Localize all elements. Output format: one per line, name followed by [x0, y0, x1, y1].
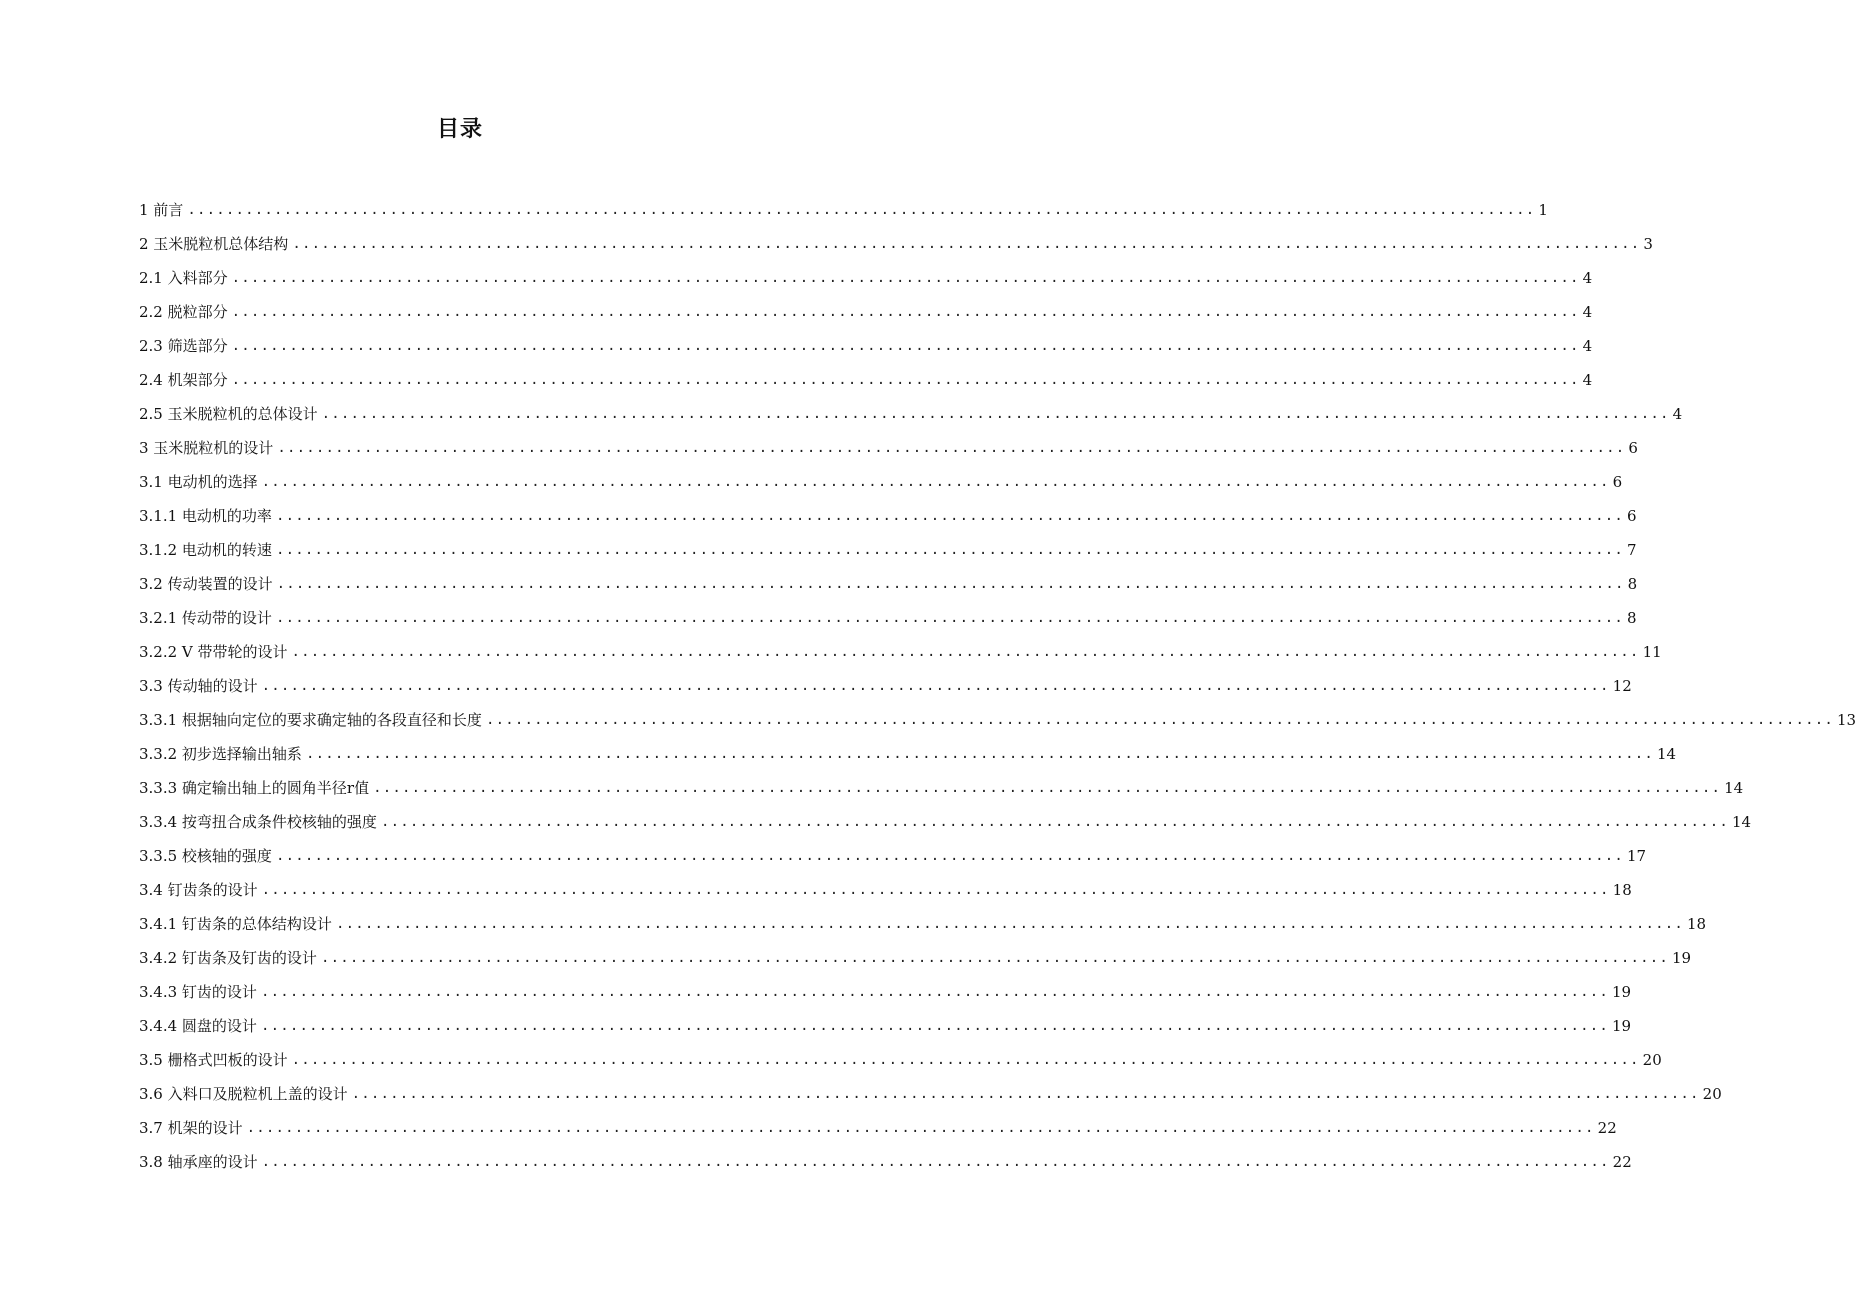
toc-dot-leader: ............................................................................................................................................ [305, 746, 1654, 762]
toc-entry-label: 3.4.2 钉齿条及钉齿的设计 [139, 949, 317, 967]
toc-entry-page-number: 6 [1612, 473, 1623, 491]
toc-entry-page-number: 4 [1582, 269, 1593, 287]
toc-dot-leader: ............................................................................................................................................ [275, 508, 1624, 524]
toc-entry[interactable] [139, 288, 1593, 322]
toc-entry-label: 3 玉米脱粒机的设计 [139, 439, 274, 457]
toc-dot-leader: ............................................................................................................................................ [261, 678, 1610, 694]
toc-dot-leader: ............................................................................................................................................ [373, 780, 1722, 796]
toc-entry-label: 3.3.4 按弯扭合成条件校核轴的强度 [139, 813, 377, 831]
toc-entry-page-number: 14 [1656, 745, 1677, 763]
toc-entry[interactable] [139, 1104, 1617, 1138]
toc-entry-label: 3.8 轴承座的设计 [139, 1153, 258, 1171]
toc-entry[interactable] [139, 900, 1707, 934]
toc-entry-page-number: 7 [1626, 541, 1637, 559]
toc-entry-label: 3.3.3 确定输出轴上的圆角半径r值 [139, 779, 370, 797]
toc-dot-leader: ............................................................................................................................................ [275, 610, 1624, 626]
toc-entry[interactable] [139, 594, 1637, 628]
toc-entry-page-number: 3 [1643, 235, 1653, 253]
toc-entry[interactable] [139, 832, 1647, 866]
toc-entry-label: 3.2.1 传动带的设计 [139, 609, 272, 627]
toc-dot-leader: ............................................................................................................................................ [275, 848, 1624, 864]
toc-dot-leader: ............................................................................................................................................ [261, 1154, 1610, 1170]
toc-dot-leader: ............................................................................................................................................ [321, 406, 1670, 422]
toc-entry-page-number: 8 [1626, 609, 1637, 627]
toc-entry-page-number: 18 [1612, 881, 1632, 899]
toc-dot-leader: ............................................................................................................................................ [275, 542, 1624, 558]
toc-entry[interactable] [139, 968, 1632, 1002]
toc-entry-page-number: 22 [1597, 1119, 1617, 1137]
toc-entry-page-number: 19 [1671, 949, 1692, 967]
toc-entry-label: 3.1 电动机的选择 [139, 473, 258, 491]
toc-entry-page-number: 20 [1702, 1085, 1722, 1103]
toc-entry[interactable] [139, 1070, 1722, 1104]
toc-entry[interactable] [139, 764, 1744, 798]
toc-entry[interactable] [139, 254, 1593, 288]
toc-entry-label: 3.4 钉齿条的设计 [139, 881, 258, 899]
toc-entry[interactable] [139, 492, 1637, 526]
toc-entry-page-number: 17 [1626, 847, 1647, 865]
toc-entry-label: 3.4.1 钉齿条的总体结构设计 [139, 915, 332, 933]
toc-entry[interactable] [139, 526, 1637, 560]
toc-entry[interactable] [139, 934, 1692, 968]
toc-entry-label: 3.2 传动装置的设计 [139, 575, 273, 593]
toc-entry[interactable] [139, 390, 1683, 424]
toc-entry-page-number: 19 [1611, 1017, 1632, 1035]
toc-entry[interactable] [139, 356, 1593, 390]
toc-entry-label: 2.2 脱粒部分 [139, 303, 228, 321]
toc-dot-leader: ............................................................................................................................................ [292, 236, 1641, 252]
toc-entry[interactable] [139, 424, 1638, 458]
toc-entry[interactable] [139, 220, 1653, 254]
toc-entry-label: 3.1.1 电动机的功率 [139, 507, 272, 525]
toc-dot-leader: ............................................................................................................................................ [246, 1120, 1595, 1136]
toc-dot-leader: ............................................................................................................................................ [291, 644, 1640, 660]
toc-entry-label: 3.3.5 校核轴的强度 [139, 847, 272, 865]
toc-entry-page-number: 1 [1538, 201, 1548, 219]
toc-dot-leader: ............................................................................................................................................ [260, 1018, 1609, 1034]
toc-entry[interactable] [139, 662, 1632, 696]
toc-dot-leader: ............................................................................................................................................ [351, 1086, 1700, 1102]
toc-entry[interactable] [139, 1002, 1632, 1036]
toc-entry-label: 3.6 入料口及脱粒机上盖的设计 [139, 1085, 348, 1103]
toc-entry-page-number: 20 [1642, 1051, 1662, 1069]
toc-entry-label: 2 玉米脱粒机总体结构 [139, 235, 289, 253]
toc-entry-page-number: 6 [1626, 507, 1637, 525]
toc-entry[interactable] [139, 560, 1638, 594]
toc-entry-page-number: 11 [1642, 643, 1662, 661]
toc-entry-label: 3.1.2 电动机的转速 [139, 541, 272, 559]
toc-entry-label: 2.4 机架部分 [139, 371, 228, 389]
toc-title: 目录 [436, 117, 483, 142]
toc-entry-page-number: 4 [1582, 303, 1593, 321]
toc-dot-leader: ............................................................................................................................................ [231, 270, 1580, 286]
toc-entry-page-number: 13 [1836, 711, 1856, 729]
toc-entry-label: 3.4.3 钉齿的设计 [139, 983, 257, 1001]
toc-entry-label: 2.3 筛选部分 [139, 337, 228, 355]
toc-dot-leader: ............................................................................................................................................ [261, 474, 1610, 490]
toc-dot-leader: ............................................................................................................................................ [261, 882, 1610, 898]
toc-entry-page-number: 18 [1686, 915, 1707, 933]
toc-entry-page-number: 12 [1612, 677, 1632, 695]
toc-entry-label: 1 前言 [139, 201, 184, 219]
toc-entry-label: 3.3.2 初步选择输出轴系 [139, 745, 302, 763]
toc-entry-page-number: 6 [1628, 439, 1638, 457]
toc-entry-page-number: 14 [1731, 813, 1752, 831]
toc-entry-label: 3.3 传动轴的设计 [139, 677, 258, 695]
table-of-contents [139, 186, 1856, 1172]
toc-entry-page-number: 22 [1612, 1153, 1632, 1171]
toc-entry-page-number: 4 [1582, 371, 1593, 389]
toc-entry-page-number: 14 [1724, 779, 1744, 797]
toc-dot-leader: ............................................................................................................................................ [380, 814, 1729, 830]
toc-dot-leader: ............................................................................................................................................ [260, 984, 1609, 1000]
toc-entry[interactable] [139, 322, 1593, 356]
toc-entry-label: 2.5 玉米脱粒机的总体设计 [139, 405, 318, 423]
toc-dot-leader: ............................................................................................................................................ [231, 338, 1580, 354]
toc-dot-leader: ............................................................................................................................................ [320, 950, 1669, 966]
toc-entry[interactable] [139, 798, 1752, 832]
toc-entry[interactable] [139, 628, 1662, 662]
toc-entry-page-number: 4 [1582, 337, 1593, 355]
toc-entry-page-number: 19 [1611, 983, 1632, 1001]
toc-entry-label: 3.3.1 根据轴向定位的要求确定轴的各段直径和长度 [139, 711, 482, 729]
toc-dot-leader: ............................................................................................................................................ [231, 372, 1580, 388]
toc-dot-leader: ............................................................................................................................................ [187, 202, 1536, 218]
toc-entry-page-number: 4 [1672, 405, 1683, 423]
toc-dot-leader: ............................................................................................................................................ [291, 1052, 1640, 1068]
toc-dot-leader: ............................................................................................................................................ [231, 304, 1580, 320]
toc-entry[interactable] [139, 1036, 1662, 1070]
toc-entry[interactable] [139, 730, 1677, 764]
toc-entry[interactable] [139, 866, 1632, 900]
toc-entry-label: 3.5 栅格式凹板的设计 [139, 1051, 288, 1069]
toc-dot-leader: ............................................................................................................................................ [276, 576, 1625, 592]
toc-entry-label: 3.2.2 V 带带轮的设计 [139, 643, 288, 661]
toc-entry[interactable] [139, 458, 1623, 492]
toc-entry-label: 3.4.4 圆盘的设计 [139, 1017, 257, 1035]
toc-entry[interactable] [139, 186, 1548, 220]
toc-dot-leader: ............................................................................................................................................ [485, 712, 1834, 728]
toc-dot-leader: ............................................................................................................................................ [277, 440, 1626, 456]
toc-dot-leader: ............................................................................................................................................ [335, 916, 1684, 932]
toc-entry-page-number: 8 [1627, 575, 1638, 593]
toc-entry-label: 3.7 机架的设计 [139, 1119, 243, 1137]
toc-entry[interactable] [139, 696, 1856, 730]
toc-entry-label: 2.1 入料部分 [139, 269, 228, 287]
toc-entry[interactable] [139, 1138, 1632, 1172]
